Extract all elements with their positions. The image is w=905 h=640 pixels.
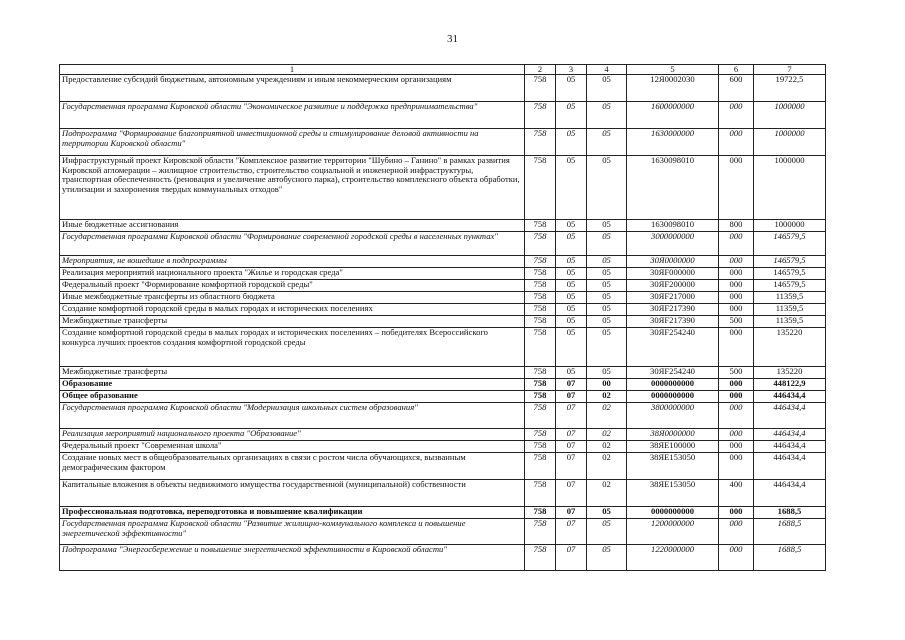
- table-row: [60, 519, 826, 545]
- row-description: Государственная программа Кировской области "Формирование современной городской среды в населенных пунктах": [60, 232, 525, 256]
- row-section-code: 05: [556, 102, 587, 129]
- row-subsection-code: 05: [587, 328, 627, 367]
- row-subsection-code: 02: [587, 429, 627, 441]
- row-ministry-code: 758: [525, 129, 556, 156]
- row-amount: 446434,4: [754, 441, 826, 453]
- row-amount: 1688,5: [754, 545, 826, 571]
- table-row: [60, 367, 826, 379]
- table-body: [60, 75, 826, 571]
- row-target-article: 1220000000: [627, 545, 719, 571]
- row-expense-type: 000: [719, 429, 754, 441]
- row-description: Образование: [60, 379, 525, 391]
- row-section-code: 07: [556, 429, 587, 441]
- table-row: [60, 292, 826, 304]
- row-target-article: 38Я0000000: [627, 429, 719, 441]
- row-description: Государственная программа Кировской области "Модернизация школьных систем образования": [60, 403, 525, 429]
- row-ministry-code: 758: [525, 545, 556, 571]
- row-amount: 11359,5: [754, 304, 826, 316]
- column-header: 6: [719, 65, 754, 75]
- row-target-article: 38ЯЕ100000: [627, 441, 719, 453]
- row-description: Реализация мероприятий национального проекта "Образование": [60, 429, 525, 441]
- row-section-code: 05: [556, 280, 587, 292]
- row-description: Государственная программа Кировской области "Развитие жилищно-коммунального комплекса и повышение энергетической эффективности": [60, 519, 525, 545]
- column-header: 7: [754, 65, 826, 75]
- table-row: [60, 268, 826, 280]
- row-expense-type: 000: [719, 403, 754, 429]
- row-ministry-code: 758: [525, 328, 556, 367]
- table-row: [60, 328, 826, 367]
- row-amount: 446434,4: [754, 429, 826, 441]
- row-target-article: 1630000000: [627, 129, 719, 156]
- row-subsection-code: 05: [587, 316, 627, 328]
- row-ministry-code: 758: [525, 519, 556, 545]
- row-amount: 146579,5: [754, 256, 826, 268]
- row-ministry-code: 758: [525, 441, 556, 453]
- row-ministry-code: 758: [525, 156, 556, 220]
- row-subsection-code: 05: [587, 256, 627, 268]
- row-expense-type: 000: [719, 507, 754, 519]
- row-target-article: 38ЯЕ153050: [627, 480, 719, 507]
- row-ministry-code: 758: [525, 75, 556, 102]
- row-amount: 446434,4: [754, 391, 826, 403]
- table-row: [60, 304, 826, 316]
- row-description: Межбюджетные трансферты: [60, 367, 525, 379]
- table-header-row: [60, 65, 826, 75]
- row-subsection-code: 05: [587, 232, 627, 256]
- row-section-code: 05: [556, 75, 587, 102]
- row-description: Федеральный проект "Формирование комфортной городской среды": [60, 280, 525, 292]
- row-target-article: 1200000000: [627, 519, 719, 545]
- row-section-code: 05: [556, 292, 587, 304]
- row-section-code: 05: [556, 268, 587, 280]
- table-row: [60, 316, 826, 328]
- row-ministry-code: 758: [525, 379, 556, 391]
- row-description: Реализация мероприятий национального проекта "Жилье и городская среда": [60, 268, 525, 280]
- row-expense-type: 000: [719, 304, 754, 316]
- row-description: Мероприятия, не вошедшие в подпрограммы: [60, 256, 525, 268]
- row-amount: 448122,9: [754, 379, 826, 391]
- row-section-code: 07: [556, 441, 587, 453]
- row-ministry-code: 758: [525, 102, 556, 129]
- row-subsection-code: 05: [587, 292, 627, 304]
- row-target-article: 30ЯF200000: [627, 280, 719, 292]
- row-subsection-code: 05: [587, 367, 627, 379]
- row-target-article: 30Я0000000: [627, 256, 719, 268]
- row-section-code: 05: [556, 232, 587, 256]
- row-expense-type: 000: [719, 292, 754, 304]
- row-description: Общее образование: [60, 391, 525, 403]
- row-description: Подпрограмма "Формирование благоприятной инвестиционной среды и стимулирование деловой активности на территории Кировской области": [60, 129, 525, 156]
- row-amount: 446434,4: [754, 480, 826, 507]
- row-target-article: 3800000000: [627, 403, 719, 429]
- row-description: Межбюджетные трансферты: [60, 316, 525, 328]
- row-section-code: 07: [556, 403, 587, 429]
- row-section-code: 07: [556, 507, 587, 519]
- row-target-article: 30ЯF217390: [627, 316, 719, 328]
- row-expense-type: 000: [719, 256, 754, 268]
- row-target-article: 30ЯF254240: [627, 367, 719, 379]
- row-amount: 146579,5: [754, 268, 826, 280]
- row-section-code: 05: [556, 304, 587, 316]
- row-ministry-code: 758: [525, 403, 556, 429]
- row-description: Профессиональная подготовка, переподготовка и повышение квалификации: [60, 507, 525, 519]
- row-subsection-code: 05: [587, 220, 627, 232]
- row-expense-type: 000: [719, 129, 754, 156]
- row-expense-type: 000: [719, 156, 754, 220]
- table-row: [60, 480, 826, 507]
- row-expense-type: 000: [719, 268, 754, 280]
- table-row: [60, 429, 826, 441]
- row-ministry-code: 758: [525, 280, 556, 292]
- row-expense-type: 000: [719, 441, 754, 453]
- row-ministry-code: 758: [525, 367, 556, 379]
- row-subsection-code: 05: [587, 268, 627, 280]
- table-row: [60, 403, 826, 429]
- row-expense-type: 600: [719, 75, 754, 102]
- row-section-code: 07: [556, 545, 587, 571]
- budget-table: [59, 64, 826, 571]
- row-amount: 19722,5: [754, 75, 826, 102]
- table-row: [60, 507, 826, 519]
- row-subsection-code: 05: [587, 129, 627, 156]
- row-amount: 1688,5: [754, 519, 826, 545]
- row-expense-type: 000: [719, 545, 754, 571]
- row-section-code: 07: [556, 519, 587, 545]
- column-header: 2: [525, 65, 556, 75]
- row-ministry-code: 758: [525, 292, 556, 304]
- table-row: [60, 232, 826, 256]
- row-description: Подпрограмма "Энергосбережение и повышение энергетической эффективности в Кировской области": [60, 545, 525, 571]
- row-amount: 1000000: [754, 129, 826, 156]
- row-description: Капитальные вложения в объекты недвижимого имущества государственной (муниципальной) собственности: [60, 480, 525, 507]
- row-amount: 11359,5: [754, 292, 826, 304]
- row-expense-type: 000: [719, 232, 754, 256]
- row-description: Создание комфортной городской среды в малых городах и исторических поселениях – победителях Всероссийского конкурса лучших проектов создания комфортной городской среды: [60, 328, 525, 367]
- row-amount: 1000000: [754, 220, 826, 232]
- row-subsection-code: 05: [587, 304, 627, 316]
- table-row: [60, 453, 826, 480]
- table-row: [60, 280, 826, 292]
- row-section-code: 05: [556, 256, 587, 268]
- row-section-code: 05: [556, 220, 587, 232]
- row-expense-type: 500: [719, 367, 754, 379]
- row-subsection-code: 02: [587, 391, 627, 403]
- row-expense-type: 000: [719, 328, 754, 367]
- table-row: [60, 256, 826, 268]
- row-expense-type: 000: [719, 453, 754, 480]
- row-target-article: 1630098010: [627, 220, 719, 232]
- row-description: Инфраструктурный проект Кировской области "Комплексное развитие территории "Шубино – Ганино" в рамках развития Кировской агломерации – жилищное строительство, строительство социальной и инженерной инфраструктуры, транспортная обеспеченность (реновация и увеличение автобусного парка), строительство комплексного объекта обработки, утилизации и захоронения твердых коммунальных отходов": [60, 156, 525, 220]
- row-subsection-code: 05: [587, 280, 627, 292]
- row-subsection-code: 00: [587, 379, 627, 391]
- table-row: [60, 156, 826, 220]
- row-section-code: 07: [556, 379, 587, 391]
- row-section-code: 07: [556, 480, 587, 507]
- row-ministry-code: 758: [525, 453, 556, 480]
- row-amount: 146579,5: [754, 232, 826, 256]
- row-ministry-code: 758: [525, 268, 556, 280]
- row-expense-type: 000: [719, 102, 754, 129]
- table-row: [60, 441, 826, 453]
- row-section-code: 05: [556, 156, 587, 220]
- row-subsection-code: 05: [587, 545, 627, 571]
- row-amount: 135220: [754, 328, 826, 367]
- row-subsection-code: 02: [587, 403, 627, 429]
- row-ministry-code: 758: [525, 507, 556, 519]
- row-target-article: 12Я0002030: [627, 75, 719, 102]
- row-ministry-code: 758: [525, 429, 556, 441]
- row-target-article: 0000000000: [627, 507, 719, 519]
- row-ministry-code: 758: [525, 304, 556, 316]
- row-target-article: 38ЯЕ153050: [627, 453, 719, 480]
- row-subsection-code: 02: [587, 441, 627, 453]
- page-number: 31: [447, 33, 458, 45]
- row-target-article: 30ЯF254240: [627, 328, 719, 367]
- row-subsection-code: 05: [587, 507, 627, 519]
- row-amount: 446434,4: [754, 453, 826, 480]
- row-section-code: 05: [556, 316, 587, 328]
- row-expense-type: 000: [719, 391, 754, 403]
- table-row: [60, 391, 826, 403]
- row-expense-type: 000: [719, 280, 754, 292]
- row-target-article: 30ЯF217000: [627, 292, 719, 304]
- row-amount: 1688,5: [754, 507, 826, 519]
- row-target-article: 1630098010: [627, 156, 719, 220]
- row-amount: 446434,4: [754, 403, 826, 429]
- row-section-code: 07: [556, 453, 587, 480]
- table-row: [60, 102, 826, 129]
- table-row: [60, 220, 826, 232]
- table-row: [60, 545, 826, 571]
- row-expense-type: 000: [719, 519, 754, 545]
- row-ministry-code: 758: [525, 256, 556, 268]
- table-row: [60, 379, 826, 391]
- row-target-article: 3000000000: [627, 232, 719, 256]
- row-amount: 11359,5: [754, 316, 826, 328]
- row-ministry-code: 758: [525, 391, 556, 403]
- row-description: Иные бюджетные ассигнования: [60, 220, 525, 232]
- row-description: Предоставление субсидий бюджетным, автономным учреждениям и иным некоммерческим организациям: [60, 75, 525, 102]
- row-ministry-code: 758: [525, 220, 556, 232]
- row-description: Иные межбюджетные трансферты из областного бюджета: [60, 292, 525, 304]
- row-subsection-code: 05: [587, 102, 627, 129]
- row-subsection-code: 05: [587, 519, 627, 545]
- row-expense-type: 500: [719, 316, 754, 328]
- table-row: [60, 129, 826, 156]
- row-ministry-code: 758: [525, 232, 556, 256]
- row-amount: 1000000: [754, 102, 826, 129]
- column-header: 1: [60, 65, 525, 75]
- row-amount: 135220: [754, 367, 826, 379]
- row-target-article: 30ЯF217390: [627, 304, 719, 316]
- column-header: 3: [556, 65, 587, 75]
- row-section-code: 05: [556, 328, 587, 367]
- row-section-code: 07: [556, 391, 587, 403]
- row-ministry-code: 758: [525, 316, 556, 328]
- column-header: 4: [587, 65, 627, 75]
- row-description: Федеральный проект "Современная школа": [60, 441, 525, 453]
- row-subsection-code: 05: [587, 75, 627, 102]
- row-amount: 1000000: [754, 156, 826, 220]
- row-section-code: 05: [556, 129, 587, 156]
- row-description: Создание новых мест в общеобразовательных организациях в связи с ростом числа обучающихся, вызванным демографическим фактором: [60, 453, 525, 480]
- row-target-article: 1600000000: [627, 102, 719, 129]
- row-subsection-code: 05: [587, 156, 627, 220]
- row-target-article: 0000000000: [627, 379, 719, 391]
- row-expense-type: 400: [719, 480, 754, 507]
- column-header: 5: [627, 65, 719, 75]
- row-subsection-code: 02: [587, 480, 627, 507]
- row-target-article: 0000000000: [627, 391, 719, 403]
- row-amount: 146579,5: [754, 280, 826, 292]
- row-ministry-code: 758: [525, 480, 556, 507]
- row-section-code: 05: [556, 367, 587, 379]
- row-expense-type: 000: [719, 379, 754, 391]
- row-description: Государственная программа Кировской области "Экономическое развитие и поддержка предпринимательства": [60, 102, 525, 129]
- table-row: [60, 75, 826, 102]
- row-description: Создание комфортной городской среды в малых городах и исторических поселениях: [60, 304, 525, 316]
- row-target-article: 30ЯF000000: [627, 268, 719, 280]
- row-subsection-code: 02: [587, 453, 627, 480]
- row-expense-type: 800: [719, 220, 754, 232]
